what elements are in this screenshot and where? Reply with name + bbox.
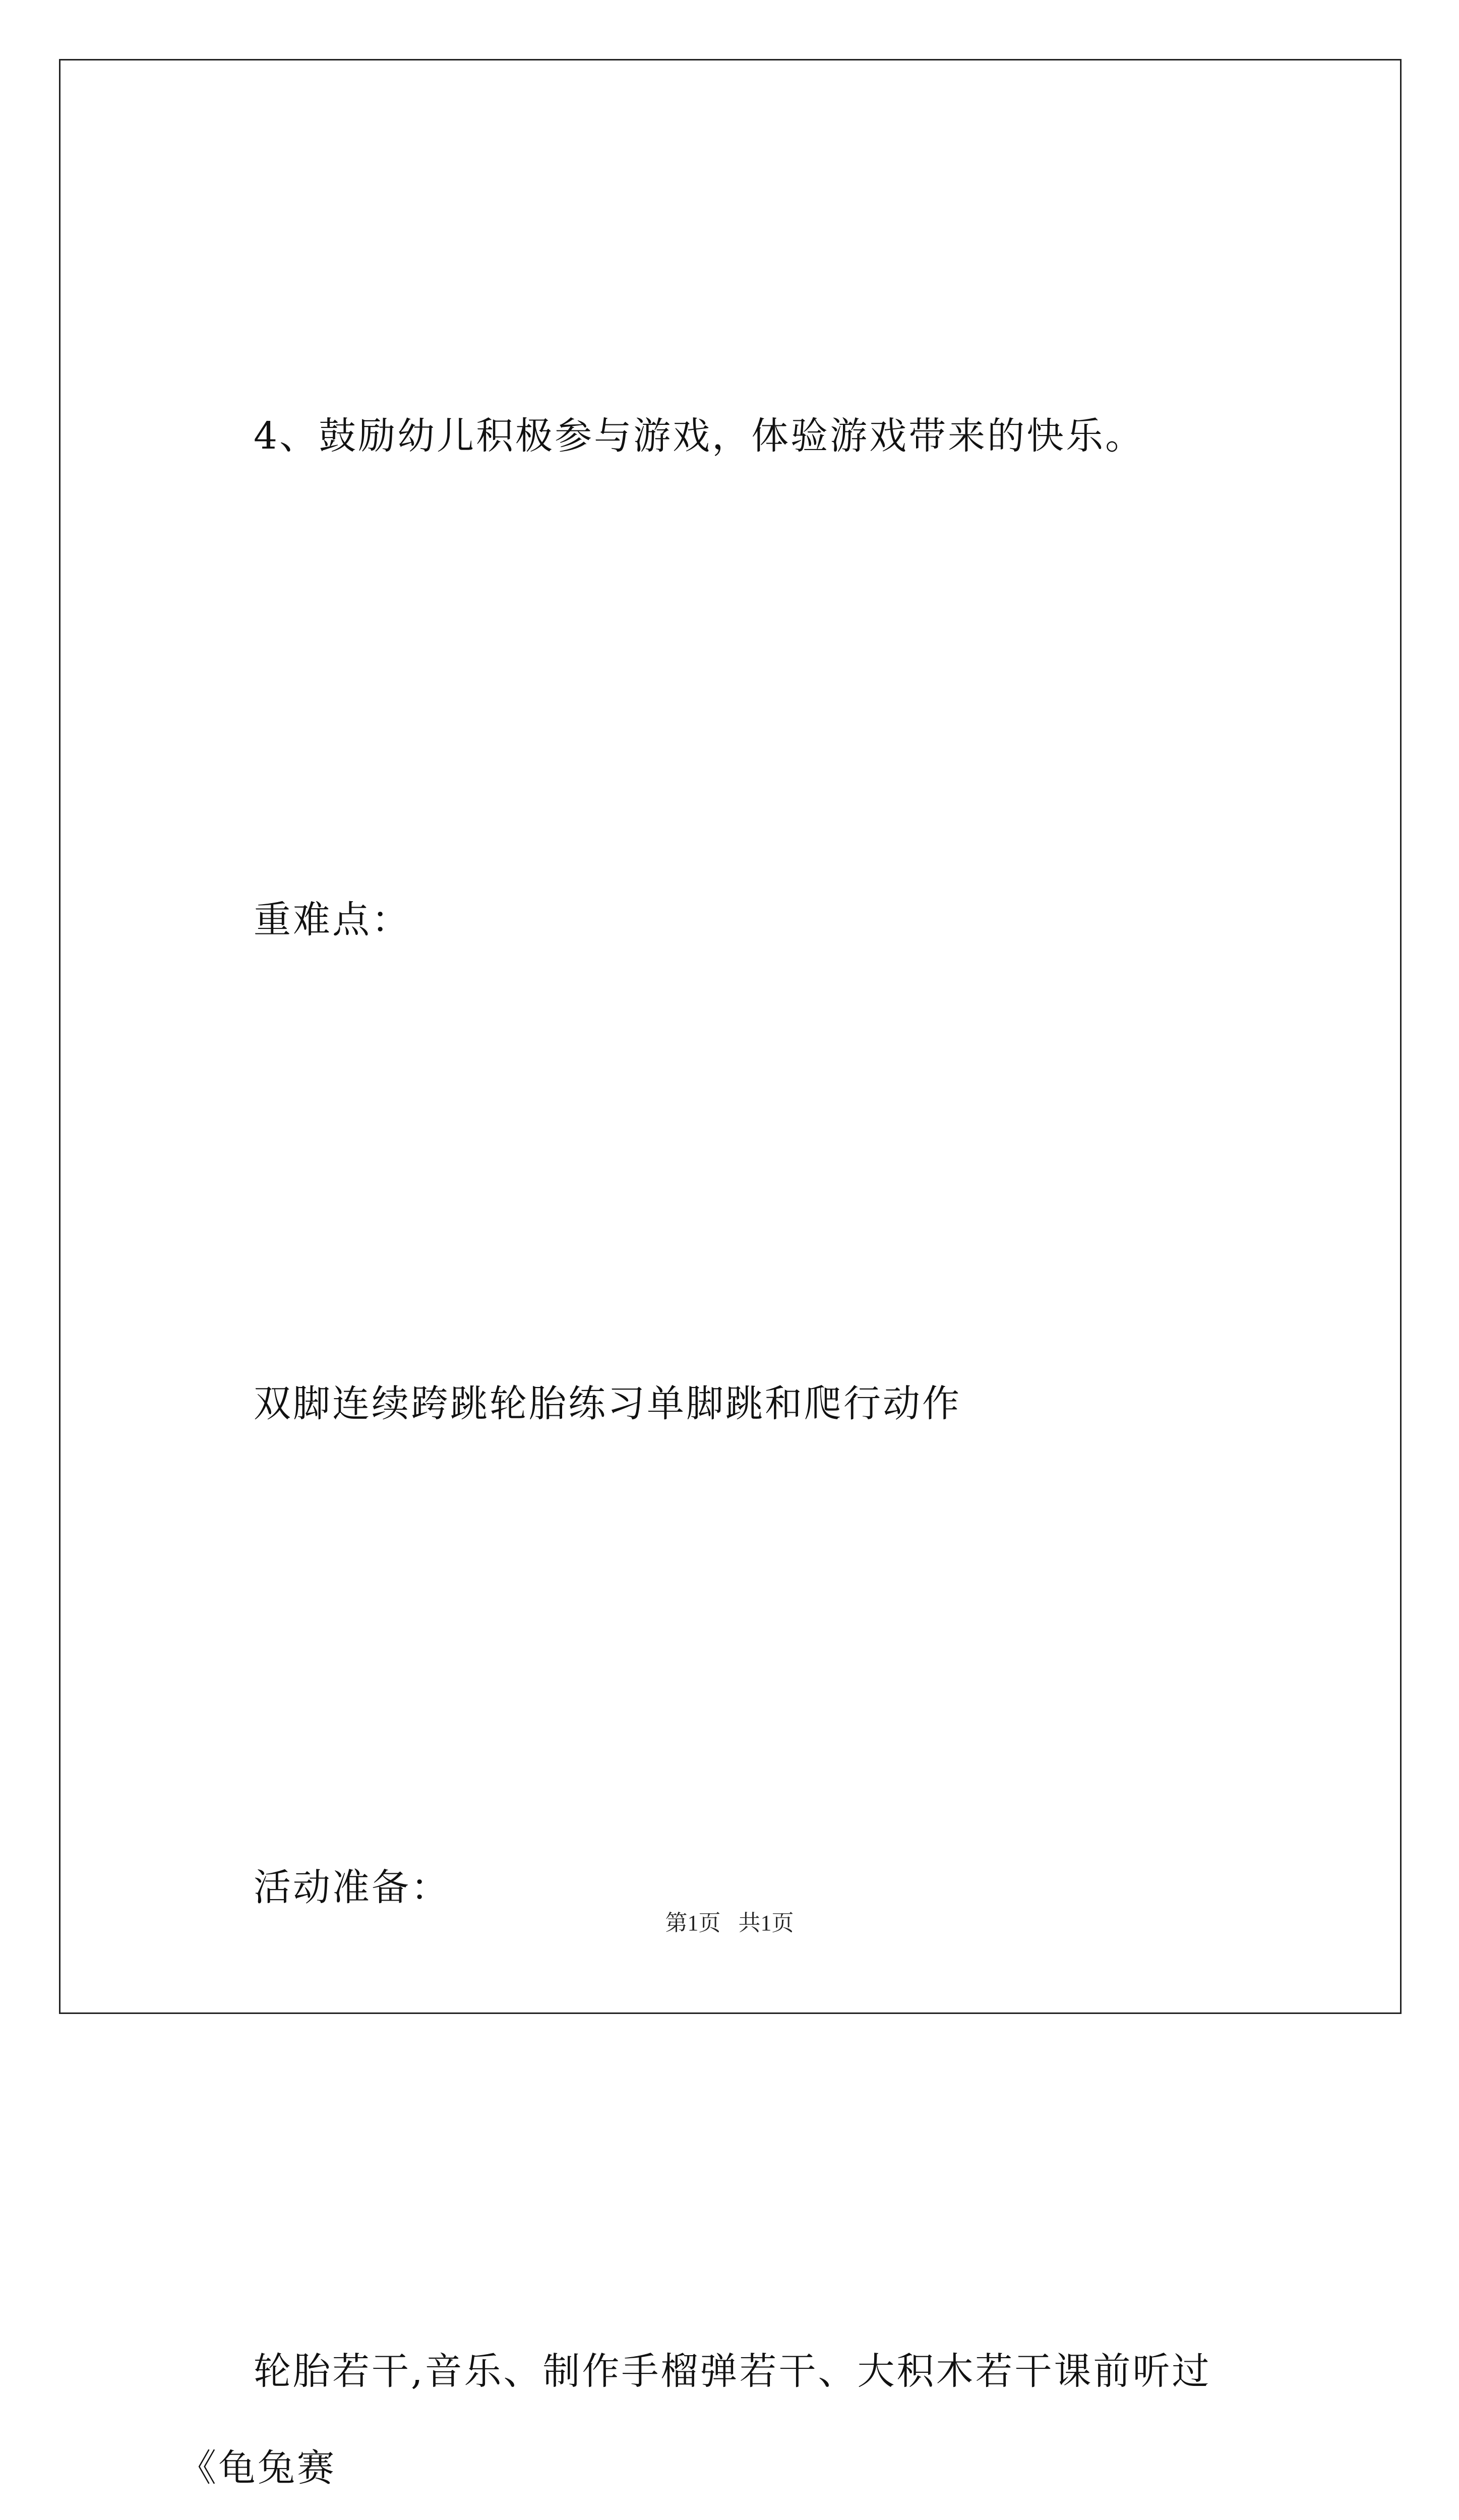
document-body — [179, 194, 1288, 2520]
text-line: 重难点： — [254, 898, 411, 941]
page-footer — [0, 1905, 1459, 1937]
text-line: 4、鼓励幼儿积极参与游戏，体验游戏带来的快乐。 — [254, 414, 1145, 458]
paragraph-preparation-heading — [179, 1646, 1288, 2129]
paragraph-preparation — [179, 2129, 1288, 2520]
text-line: 轮胎若干,音乐、制作手榴弹若干、大积木若干课前听过《龟兔赛 — [179, 2350, 1211, 2490]
page-number-total: 共1页 — [738, 1911, 794, 1935]
paragraph-key-points-heading — [179, 678, 1288, 1162]
text-line: 双脚连续跨跳轮胎练习单脚跳和爬行动作 — [254, 1382, 961, 1425]
paragraph-key-points — [179, 1162, 1288, 1646]
paragraph-goal-4 — [179, 194, 1288, 678]
text-line: 活动准备： — [254, 1866, 450, 1909]
page-number-current: 第1页 — [665, 1911, 721, 1935]
